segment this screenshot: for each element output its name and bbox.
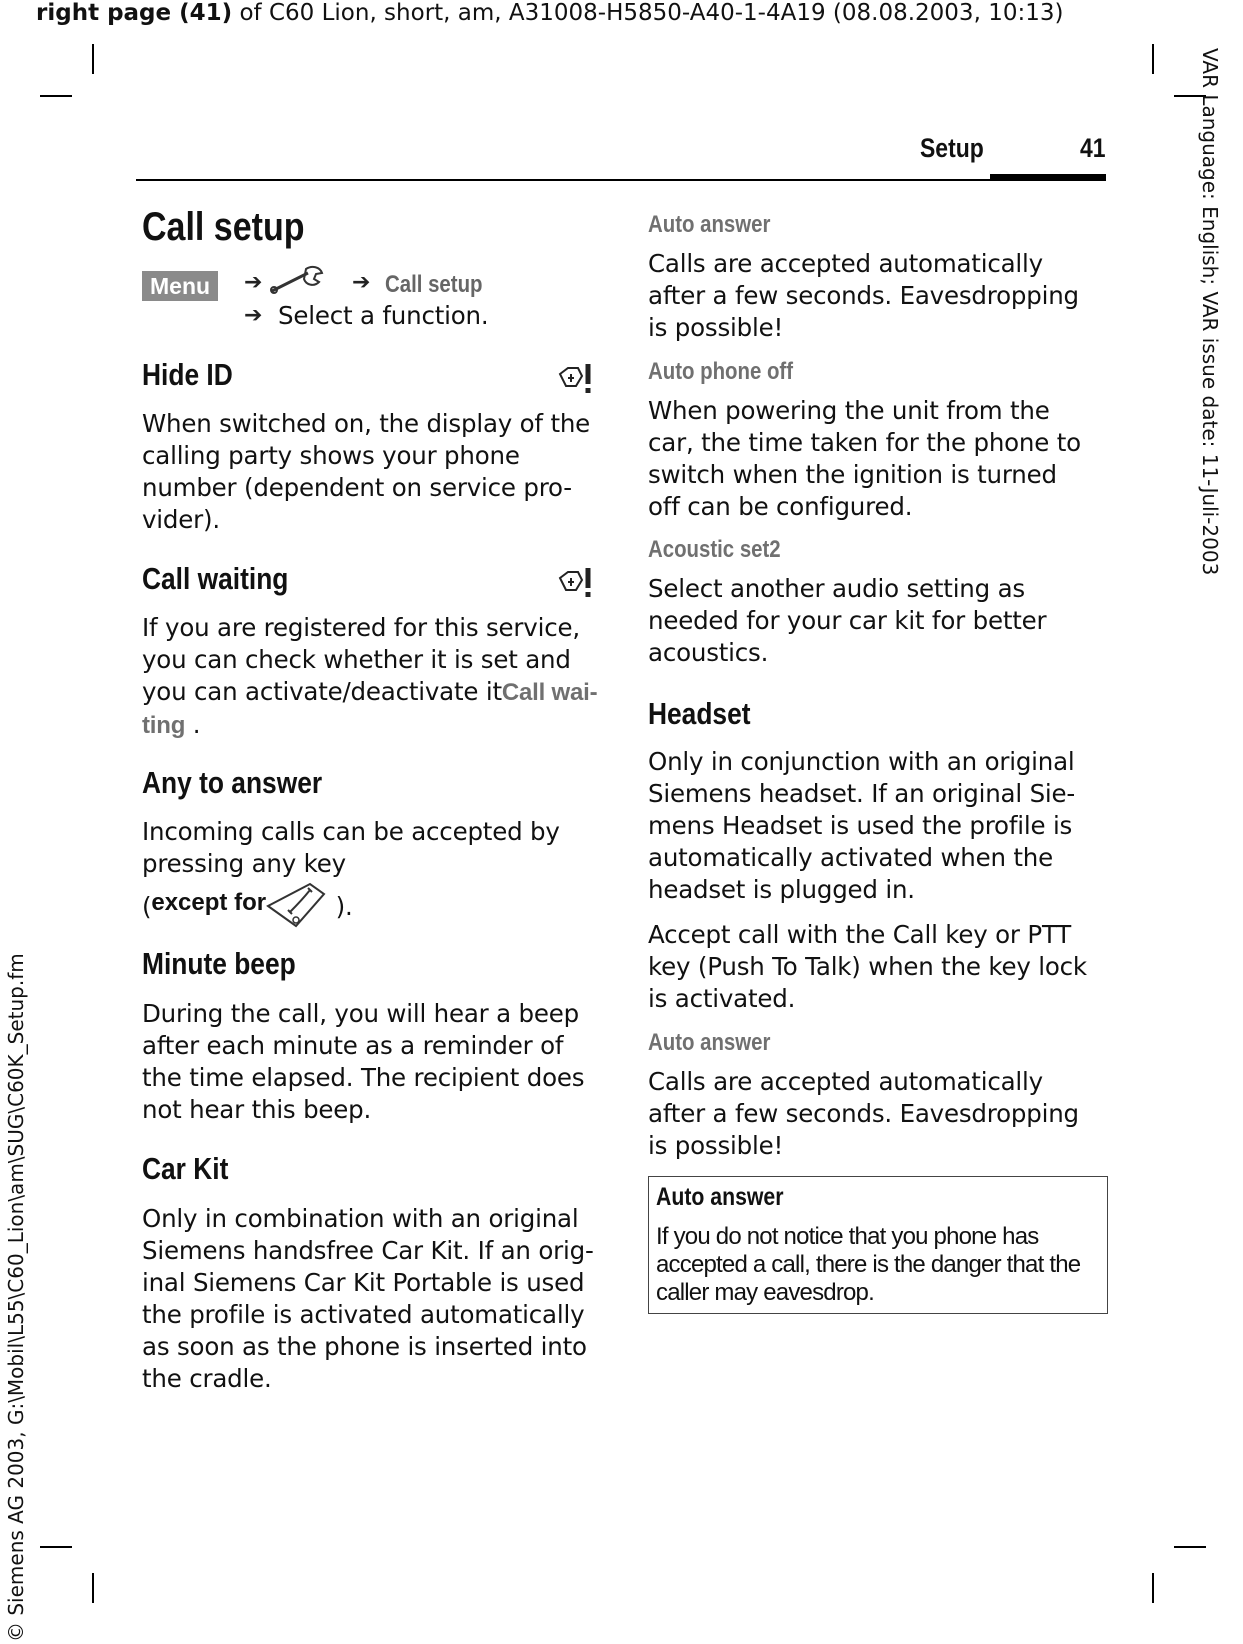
print-info-line bbox=[36, 0, 1063, 26]
headset-text: Only in conjunction with an original Siemens headset. If an original Sie- mens Headset is used the profile is automatically activated when the headset is plugged in. bbox=[648, 747, 1076, 904]
note-box bbox=[648, 1176, 1108, 1314]
hide-id-text: When switched on, the display of the calling party shows your phone number (dependent on service pro- vider). bbox=[142, 409, 591, 534]
nav-item-call-setup: Call setup bbox=[385, 271, 483, 298]
call-waiting-ui-label: Call wai- bbox=[501, 679, 598, 706]
menu-key[interactable]: Menu bbox=[142, 271, 218, 301]
auto-answer-text: Calls are accepted automatically after a few seconds. Eavesdropping is possible! bbox=[648, 249, 1079, 342]
crop-mark bbox=[1152, 44, 1154, 74]
heading-auto-phone-off: Auto phone off bbox=[648, 358, 794, 385]
heading-auto-answer: Auto answer bbox=[648, 211, 771, 238]
end-call-key-icon bbox=[266, 882, 328, 932]
crop-mark bbox=[40, 95, 72, 97]
heading-hide-id: Hide ID bbox=[142, 357, 233, 392]
heading-any-to-answer: Any to answer bbox=[142, 765, 323, 800]
crop-mark bbox=[92, 44, 94, 74]
call-waiting-text: If you are registered for this service, you can check whether it is set and you can activate/deactivate itCall wai- ting . bbox=[142, 613, 598, 739]
crop-mark bbox=[40, 1546, 72, 1548]
acoustic-set2-text: Select another audio setting as needed for your car kit for better acoustics. bbox=[648, 574, 1047, 667]
service-dependent-icon bbox=[556, 362, 596, 400]
section-title: Setup bbox=[920, 133, 984, 163]
nav-arrow: ➔ bbox=[244, 270, 263, 295]
heading-car-kit: Car Kit bbox=[142, 1151, 229, 1186]
service-dependent-icon bbox=[556, 566, 596, 604]
wrench-icon bbox=[268, 265, 328, 301]
call-waiting-ui-label-cont: ting bbox=[142, 712, 186, 739]
any-to-answer-text: Incoming calls can be accepted by pressing any key bbox=[142, 817, 560, 878]
header-bar bbox=[990, 174, 1106, 180]
crop-mark bbox=[1174, 1546, 1206, 1548]
select-function-text: Select a function. bbox=[278, 301, 489, 330]
print-info-bold: right page (41) bbox=[36, 0, 233, 26]
except-for-line: (except for ). bbox=[142, 882, 353, 926]
heading-auto-answer-2: Auto answer bbox=[648, 1029, 771, 1056]
auto-phone-off-text: When powering the unit from the car, the time taken for the phone to switch when the ignition is turned off can be configured. bbox=[648, 396, 1081, 521]
copyright-sidetext: © Siemens AG 2003, G:\Mobil\L55\C60_Lion\am\SUG\C60K_Setup.fm bbox=[4, 953, 28, 1642]
heading-call-waiting: Call waiting bbox=[142, 561, 289, 596]
page-number: 41 bbox=[1080, 133, 1106, 163]
headset-text-2: Accept call with the Call key or PTT key (Push To Talk) when the key lock is activated. bbox=[648, 920, 1087, 1013]
auto-answer-2-text: Calls are accepted automatically after a few seconds. Eavesdropping is possible! bbox=[648, 1067, 1079, 1160]
nav-arrow: ➔ bbox=[352, 270, 371, 295]
heading-headset: Headset bbox=[648, 696, 751, 731]
var-language-sidetext: VAR Language: English; VAR issue date: 11-Juli-2003 bbox=[1198, 48, 1222, 576]
page-title: Call setup bbox=[142, 205, 305, 249]
header-rule bbox=[136, 179, 1106, 181]
heading-minute-beep: Minute beep bbox=[142, 946, 296, 981]
crop-mark bbox=[92, 1573, 94, 1603]
note-title: Auto answer bbox=[656, 1183, 784, 1211]
crop-mark bbox=[1152, 1573, 1154, 1603]
heading-acoustic-set2: Acoustic set2 bbox=[648, 536, 781, 563]
minute-beep-text: During the call, you will hear a beep after each minute as a reminder of the time elapsed. The recipient does not hear this beep. bbox=[142, 999, 585, 1124]
nav-arrow: ➔ bbox=[244, 303, 263, 328]
car-kit-text: Only in combination with an original Siemens handsfree Car Kit. If an orig- inal Siemens Car Kit Portable is used the profile is activated automatically as soon as the phone is inserted into the cradle. bbox=[142, 1204, 594, 1393]
print-info-rest: of C60 Lion, short, am, A31008-H5850-A40-1-4A19 (08.08.2003, 10:13) bbox=[232, 0, 1064, 26]
note-text: If you do not notice that you phone has accepted a call, there is the danger that the caller may eavesdrop. bbox=[656, 1223, 1081, 1306]
